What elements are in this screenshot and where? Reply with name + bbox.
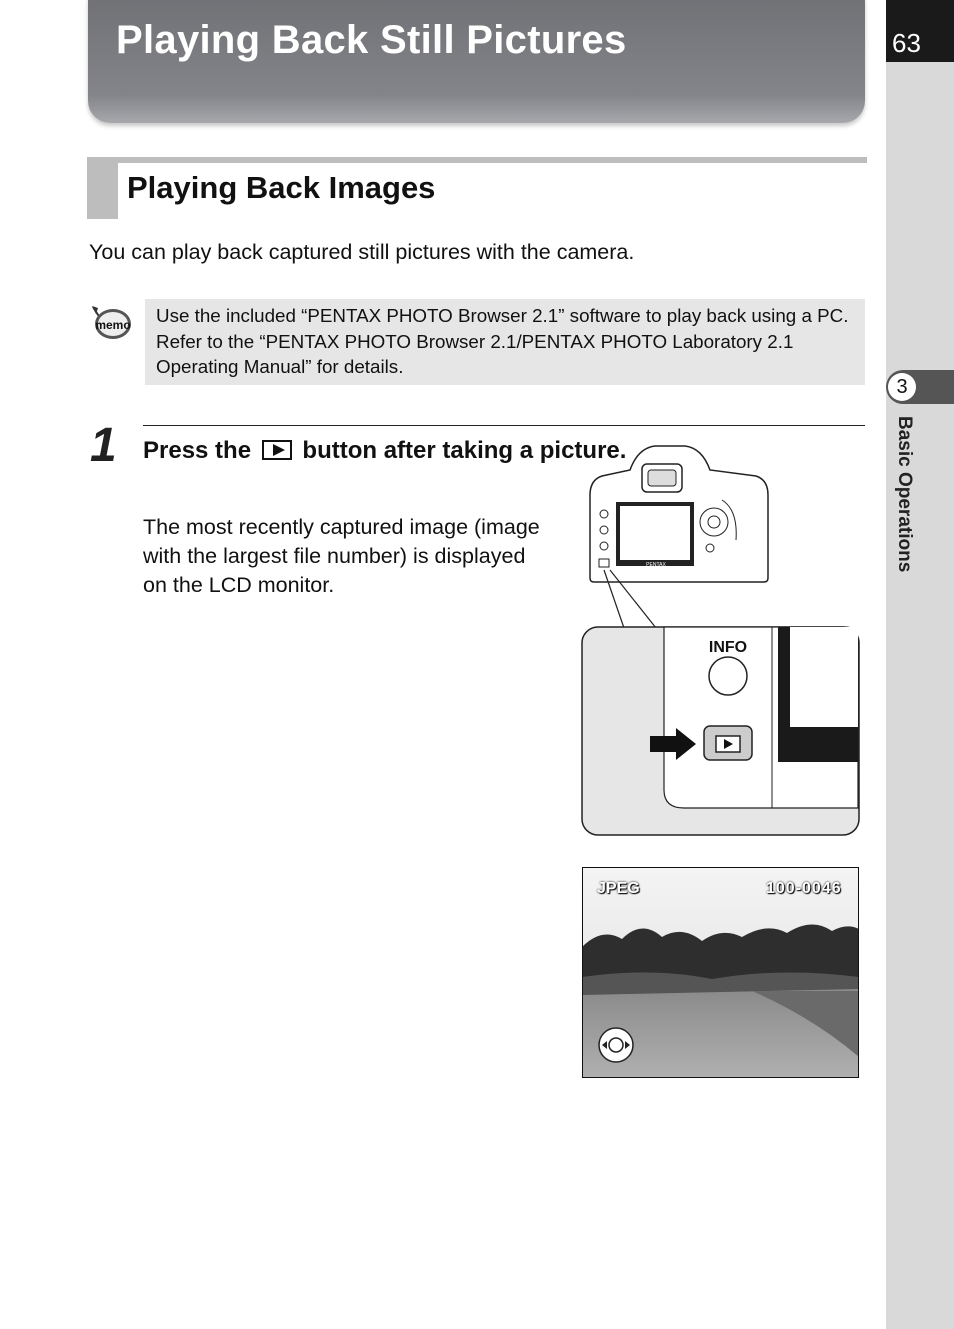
- page-number: 63: [886, 0, 954, 62]
- memo-icon: [90, 304, 132, 342]
- section-rule: [87, 157, 867, 163]
- info-label: INFO: [708, 639, 748, 656]
- playback-icon: [262, 440, 292, 460]
- camera-illustration: [580, 440, 864, 840]
- lcd-file-number: 100-0046: [766, 880, 842, 897]
- step-heading: [143, 434, 626, 467]
- chapter-label: Basic Operations: [894, 416, 915, 573]
- step-number: 1: [90, 419, 117, 472]
- memo-icon-text: memo: [95, 318, 131, 332]
- side-strip: [886, 0, 954, 1329]
- chapter-number: 3: [888, 373, 916, 401]
- memo-box: Use the included “PENTAX PHOTO Browser 2.1” software to play back using a PC. Refer to the “PENTAX PHOTO Browser 2.1/PENTAX PHOTO Laboratory 2.1 Operating Manual” for details.: [145, 299, 865, 385]
- step-body: The most recently captured image (image with the largest file number) is displayed on the LCD monitor.: [143, 515, 540, 597]
- page-title: Playing Back Still Pictures: [116, 18, 627, 62]
- step-heading-after: button after taking a picture.: [302, 437, 627, 464]
- lcd-playback-image: [582, 867, 859, 1078]
- intro-text: You can play back captured still pictures with the camera.: [89, 240, 635, 264]
- lcd-file-format: JPEG: [597, 880, 640, 897]
- camera-brand: PENTAX: [646, 562, 666, 568]
- section-title: Playing Back Images: [127, 170, 436, 205]
- step-heading-before: Press the: [143, 437, 252, 464]
- section-marker: [87, 157, 118, 219]
- step-rule: [143, 425, 865, 426]
